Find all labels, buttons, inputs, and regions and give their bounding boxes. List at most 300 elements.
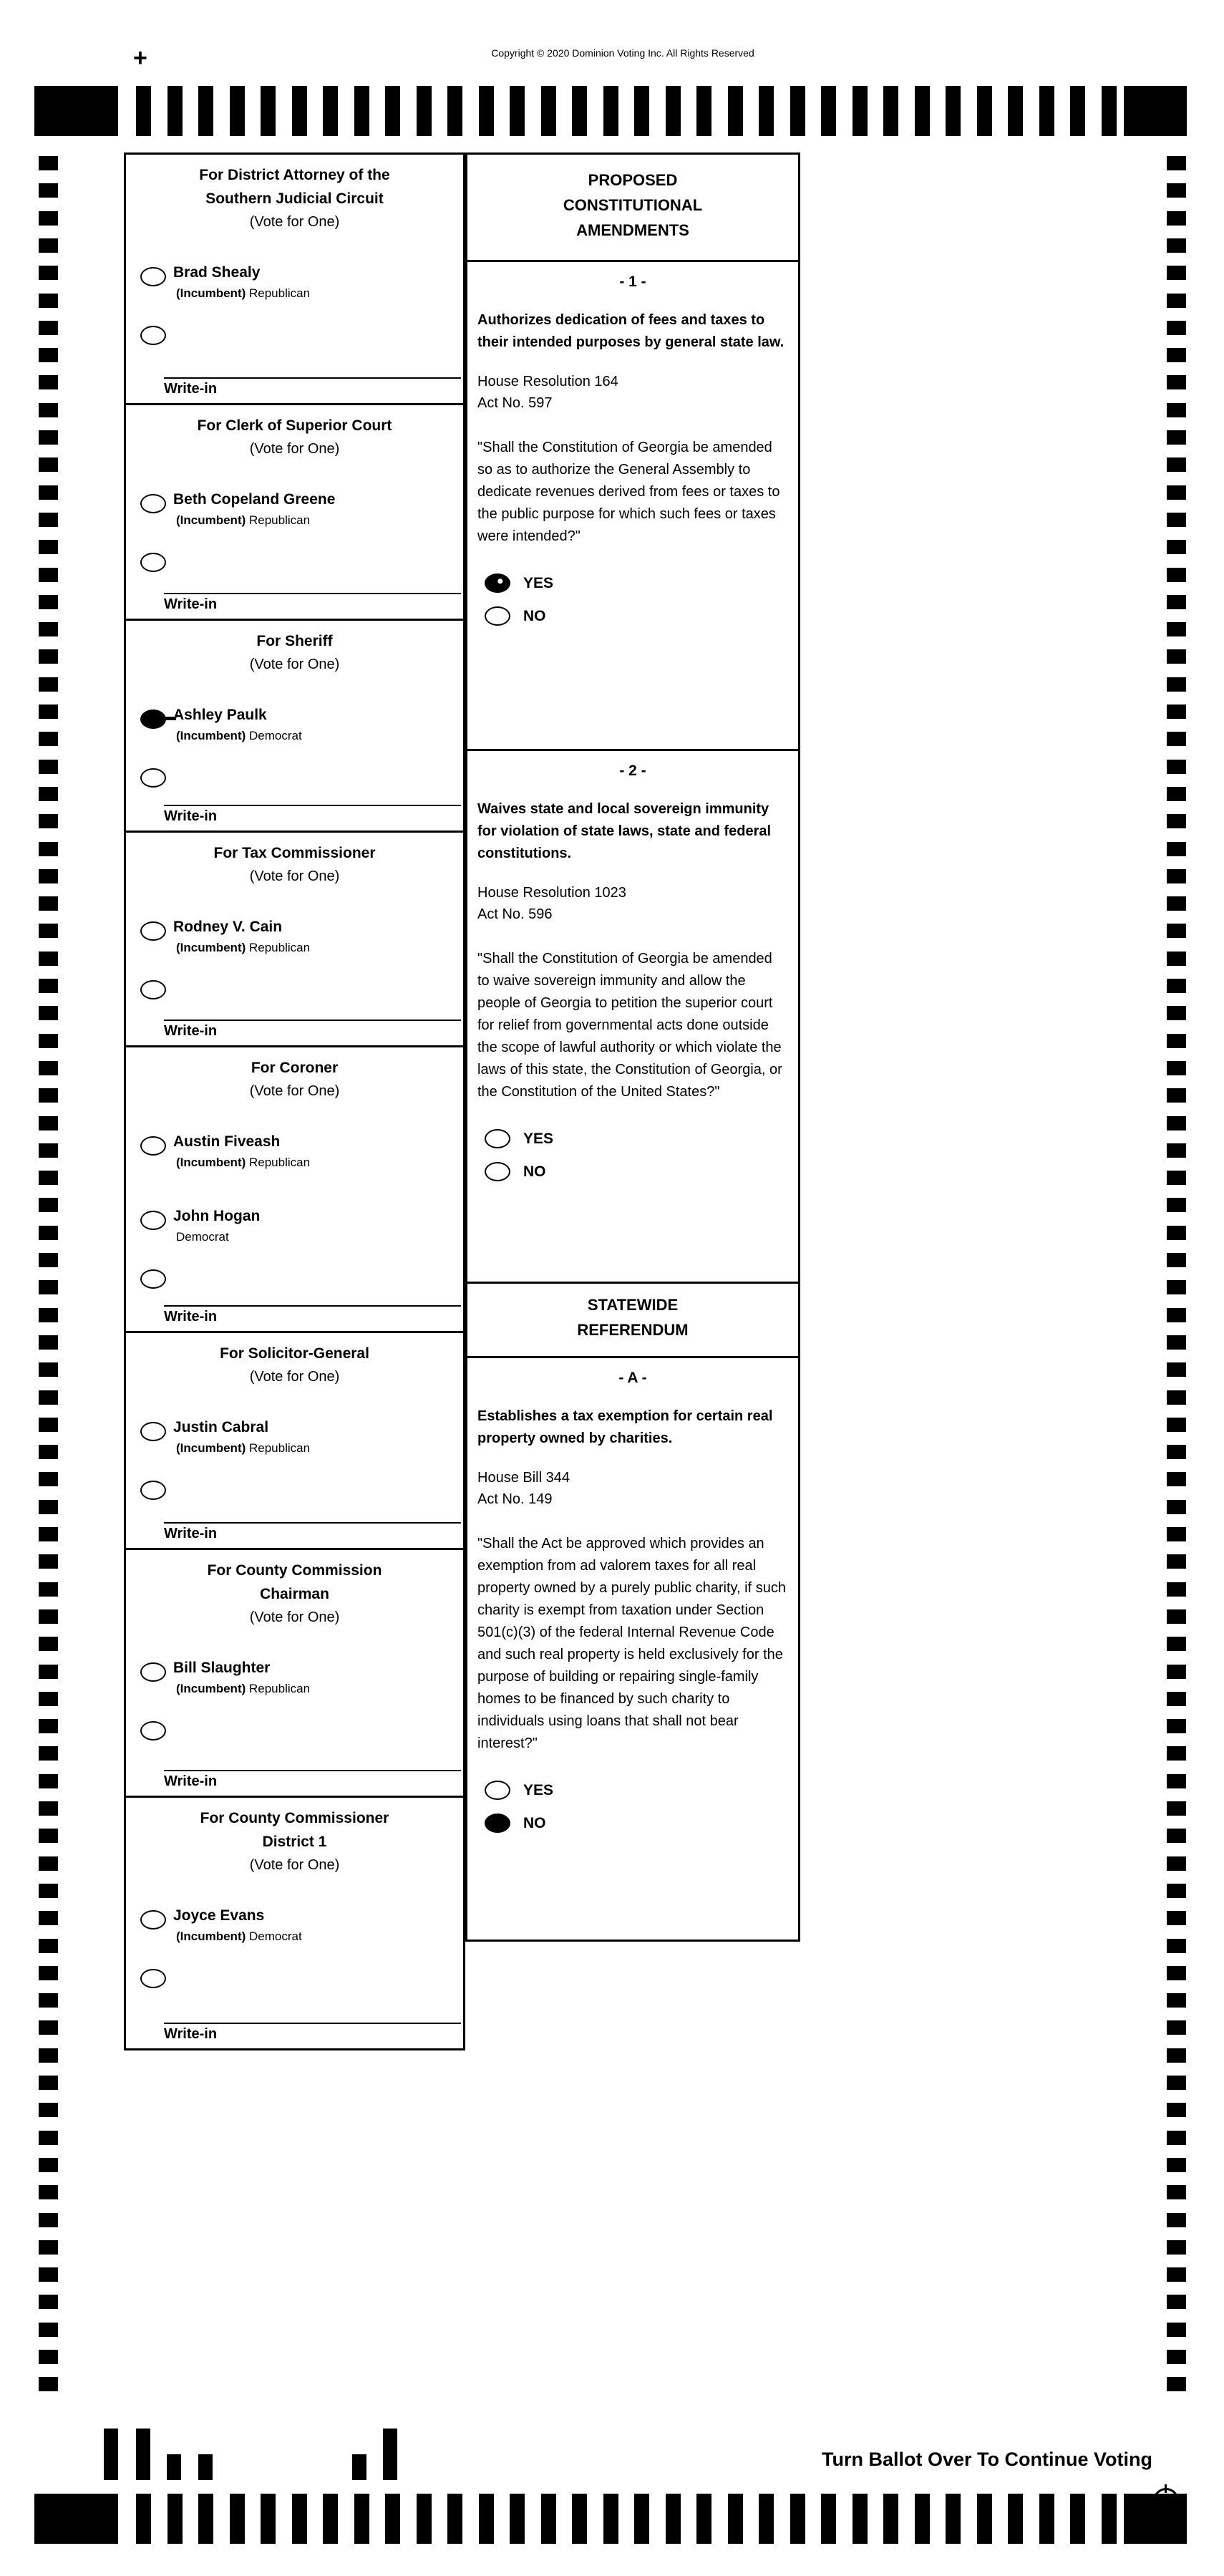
timing-mark [354, 2494, 369, 2544]
contest-title-line: For County Commissioner [200, 1810, 389, 1826]
timing-mark [39, 294, 58, 308]
yes-oval[interactable] [485, 1129, 510, 1148]
timing-mark [39, 787, 58, 801]
timing-mark [39, 1609, 58, 1624]
candidate-option [126, 1208, 463, 1248]
timing-mark [1167, 321, 1186, 335]
candidate-option [126, 1660, 463, 1700]
timing-mark [39, 1582, 58, 1597]
timing-mark [39, 595, 58, 609]
timing-mark [1167, 1116, 1186, 1130]
candidate-party [176, 729, 302, 743]
incumbent-label: (Incumbent) [176, 1156, 249, 1169]
timing-mark [1167, 787, 1186, 801]
candidate-oval[interactable] [140, 1910, 166, 1929]
candidate-party [176, 941, 310, 955]
timing-mark [666, 2494, 681, 2544]
candidate-name: John Hogan [173, 1208, 261, 1224]
timing-mark [39, 375, 58, 389]
contest-title [126, 1550, 463, 1606]
registration-target-icon [1150, 2484, 1182, 2517]
party-label: Democrat [249, 1929, 302, 1943]
measure-box [467, 1370, 798, 1940]
measure-box [467, 273, 798, 751]
timing-mark [1167, 869, 1186, 883]
timing-mark [39, 1884, 58, 1898]
timing-mark [1167, 1226, 1186, 1240]
measure-summary: Waives state and local sovereign immunity for violation of state laws, state and federal constitutions. [477, 801, 772, 861]
candidate-option [126, 1133, 463, 1173]
timing-mark [39, 2323, 58, 2337]
candidate-name: Austin Fiveash [173, 1133, 281, 1150]
timing-mark [39, 1445, 58, 1459]
timing-mark [1167, 2267, 1186, 2282]
write-in-oval[interactable] [140, 1481, 166, 1500]
write-in-oval[interactable] [140, 1969, 166, 1988]
timing-mark [1167, 183, 1186, 198]
timing-mark [1167, 1527, 1186, 1541]
timing-mark [39, 1171, 58, 1185]
timing-mark [39, 649, 58, 664]
timing-mark [1167, 1746, 1186, 1761]
candidate-oval[interactable] [140, 1662, 166, 1682]
party-label: Democrat [176, 1230, 229, 1244]
timing-mark [39, 1280, 58, 1294]
timing-mark [1167, 1966, 1186, 1980]
timing-mark [39, 2103, 58, 2117]
timing-mark [39, 814, 58, 828]
timing-mark [39, 842, 58, 856]
timing-mark [39, 979, 58, 993]
write-in-choice-row [126, 1481, 463, 1501]
vote-instruction: (Vote for One) [249, 1857, 340, 1873]
yes-label: YES [523, 1782, 554, 1798]
timing-mark [39, 1939, 58, 1953]
contest-box [126, 1798, 463, 2048]
timing-mark [417, 2494, 432, 2544]
timing-mark [167, 2494, 183, 2544]
timing-mark [1167, 1418, 1186, 1432]
timing-mark [821, 86, 836, 136]
candidate-oval[interactable] [140, 1422, 166, 1441]
candidate-name: Brad Shealy [173, 264, 261, 281]
write-in-oval[interactable] [140, 1721, 166, 1740]
yes-option [477, 573, 788, 594]
measure-options [477, 1781, 788, 1834]
timing-mark [1167, 2213, 1186, 2227]
yes-option [477, 1129, 788, 1149]
write-in-label: Write-in [164, 1309, 218, 1325]
no-oval[interactable] [485, 1814, 510, 1833]
measure-question: "Shall the Constitution of Georgia be amended so as to authorize the General Assembly to dedicate revenues derived from fees or taxes to the public purpose for which such fees or taxes were intended?" [477, 440, 780, 544]
timing-mark [853, 86, 868, 136]
timing-mark [39, 1335, 58, 1350]
timing-mark [292, 2494, 307, 2544]
candidate-party [176, 1441, 310, 1456]
no-oval[interactable] [485, 606, 510, 626]
timing-mark [1102, 2494, 1117, 2544]
timing-mark [1167, 403, 1186, 417]
candidate-name: Rodney V. Cain [173, 919, 283, 935]
timing-mark [572, 2494, 587, 2544]
timing-mark [39, 869, 58, 883]
timing-mark [39, 156, 58, 170]
timing-mark [1167, 2185, 1186, 2199]
write-in-choice-row [126, 1969, 463, 1989]
timing-mark [39, 1472, 58, 1486]
timing-mark [1039, 2494, 1054, 2544]
timing-mark [1167, 1939, 1186, 1953]
timing-mark [1167, 1884, 1186, 1898]
timing-mark [1167, 1445, 1186, 1459]
timing-mark [946, 86, 961, 136]
candidate-name: Bill Slaughter [173, 1660, 271, 1676]
candidate-list [126, 264, 463, 304]
timing-mark [603, 86, 618, 136]
vote-instruction: (Vote for One) [249, 214, 340, 230]
timing-mark [198, 2454, 213, 2480]
timing-mark [1167, 1171, 1186, 1185]
timing-mark [1167, 896, 1186, 911]
candidate-party [176, 286, 310, 301]
write-in-choice-row [126, 768, 463, 788]
timing-mark [541, 86, 556, 136]
contest-box [126, 833, 463, 1047]
write-in-choice-row [126, 1721, 463, 1741]
timing-mark [39, 1253, 58, 1267]
candidate-oval[interactable] [140, 1136, 166, 1156]
yes-oval[interactable] [485, 573, 510, 593]
timing-mark [39, 2185, 58, 2199]
timing-mark [1167, 1061, 1186, 1075]
measure-number: - 2 - [619, 762, 646, 779]
timing-mark [39, 2076, 58, 2090]
timing-mark [1070, 2494, 1085, 2544]
timing-mark [34, 2494, 118, 2544]
timing-mark [479, 86, 494, 136]
timing-mark [1167, 568, 1186, 582]
timing-mark [1167, 1280, 1186, 1294]
timing-mark [977, 2494, 992, 2544]
incumbent-label: (Incumbent) [176, 1682, 249, 1695]
timing-mark [39, 896, 58, 911]
timing-mark [728, 86, 743, 136]
timing-mark [39, 266, 58, 280]
no-option [477, 606, 788, 626]
timing-mark [915, 2494, 930, 2544]
measure-references [477, 882, 788, 925]
measure-reference-line: House Resolution 1023 [477, 885, 626, 901]
timing-mark [1167, 1856, 1186, 1871]
timing-mark [417, 86, 432, 136]
write-in-oval[interactable] [140, 768, 166, 788]
registration-plus-mark: + [133, 44, 147, 72]
timing-mark [39, 1829, 58, 1843]
timing-mark [1167, 1390, 1186, 1405]
timing-mark [39, 1143, 58, 1158]
timing-mark [39, 238, 58, 253]
contests-column [124, 152, 465, 2050]
turn-ballot-over-text: Turn Ballot Over To Continue Voting [822, 2449, 1152, 2470]
timing-mark [1039, 86, 1054, 136]
timing-mark [39, 2240, 58, 2255]
timing-mark [1167, 1500, 1186, 1514]
yes-oval[interactable] [485, 1781, 510, 1800]
candidate-oval[interactable] [140, 1211, 166, 1230]
candidate-party [176, 1156, 310, 1170]
candidate-oval[interactable] [140, 267, 166, 286]
candidate-list [126, 1419, 463, 1459]
timing-mark [1167, 1472, 1186, 1486]
timing-mark [1167, 1335, 1186, 1350]
timing-mark [1008, 86, 1023, 136]
timing-mark [946, 2494, 961, 2544]
referendum-header [467, 1284, 798, 1358]
timing-mark [39, 430, 58, 445]
timing-mark [292, 86, 307, 136]
yes-label: YES [523, 1130, 554, 1147]
vote-instruction: (Vote for One) [249, 1609, 340, 1625]
timing-mark [1167, 842, 1186, 856]
candidate-oval[interactable] [140, 921, 166, 941]
measure-reference-line: Act No. 597 [477, 395, 553, 411]
timing-mark [261, 2494, 276, 2544]
write-in-label: Write-in [164, 2026, 218, 2042]
timing-mark [39, 403, 58, 417]
timing-mark [39, 1308, 58, 1322]
timing-mark [39, 1500, 58, 1514]
timing-mark [39, 485, 58, 500]
timing-mark [1167, 595, 1186, 609]
write-in-label: Write-in [164, 1023, 218, 1039]
incumbent-label: (Incumbent) [176, 941, 249, 954]
timing-mark [39, 1801, 58, 1816]
contest-title [126, 1798, 463, 1854]
measure-references [477, 371, 788, 414]
timing-mark [883, 2494, 898, 2544]
yes-option [477, 1781, 788, 1801]
write-in-oval[interactable] [140, 326, 166, 345]
timing-mark [1167, 2295, 1186, 2309]
timing-mark [1167, 1801, 1186, 1816]
timing-mark [1167, 1774, 1186, 1788]
timing-mark [198, 86, 213, 136]
timing-mark [510, 86, 525, 136]
write-in-label: Write-in [164, 1526, 218, 1541]
timing-mark [1167, 2048, 1186, 2063]
timing-mark [1167, 1362, 1186, 1377]
write-in-area [164, 1522, 461, 1542]
vote-instruction: (Vote for One) [249, 1369, 340, 1385]
timing-mark [34, 86, 118, 136]
amendments-header-line: PROPOSED [588, 171, 678, 189]
candidate-oval[interactable] [140, 710, 166, 729]
vote-instruction: (Vote for One) [249, 1083, 340, 1099]
contest-title-line: District 1 [262, 1834, 327, 1850]
timing-mark [728, 2494, 743, 2544]
candidate-party [176, 1230, 229, 1244]
timing-mark [1167, 1993, 1186, 2008]
timing-mark [323, 86, 338, 136]
timing-mark [39, 568, 58, 582]
timing-mark [634, 86, 649, 136]
amendments-header-line: AMENDMENTS [576, 221, 689, 239]
timing-mark [39, 732, 58, 746]
measure-options [477, 573, 788, 626]
timing-mark [853, 2494, 868, 2544]
timing-mark [696, 86, 711, 136]
write-in-oval[interactable] [140, 1269, 166, 1289]
timing-mark [1167, 540, 1186, 554]
timing-mark [1167, 1829, 1186, 1843]
timing-mark [39, 1034, 58, 1048]
contest-box [126, 1047, 463, 1333]
contest-title [126, 155, 463, 210]
timing-mark [39, 2048, 58, 2063]
timing-mark [1167, 156, 1186, 170]
measure-box [467, 762, 798, 1284]
write-in-label: Write-in [164, 1773, 218, 1789]
timing-mark [1167, 2158, 1186, 2172]
timing-mark [1167, 2377, 1186, 2391]
timing-mark [39, 1362, 58, 1377]
yes-label: YES [523, 575, 554, 591]
measure-reference-line: Act No. 149 [477, 1491, 553, 1507]
timing-mark [1167, 375, 1186, 389]
candidate-list [126, 707, 463, 747]
write-in-area [164, 2023, 461, 2043]
candidate-name: Joyce Evans [173, 1907, 265, 1924]
timing-mark [385, 86, 400, 136]
contest-title-line: For Coroner [251, 1060, 339, 1076]
contest-title-line: For County Commission [207, 1562, 382, 1579]
timing-mark [261, 86, 276, 136]
timing-mark [39, 760, 58, 774]
timing-mark [39, 1665, 58, 1679]
contest-title-line: For Tax Commissioner [213, 845, 376, 861]
no-label: NO [523, 1163, 546, 1180]
timing-mark [39, 183, 58, 198]
timing-mark [977, 86, 992, 136]
measure-question: "Shall the Constitution of Georgia be amended to waive sovereign immunity and allow the people of Georgia to petition the superior court for relief from governmental acts done outside the scope of lawful authority or which violate the laws of this state, the Constitution of Georgia, or the Constitution of the United States?" [477, 951, 782, 1100]
timing-mark [759, 86, 774, 136]
timing-mark [167, 2454, 181, 2480]
timing-mark [39, 1554, 58, 1569]
candidate-option [126, 491, 463, 531]
candidate-name: Ashley Paulk [173, 707, 267, 723]
candidate-name: Beth Copeland Greene [173, 491, 336, 508]
timing-mark [1167, 979, 1186, 993]
timing-mark [1167, 266, 1186, 280]
timing-mark [479, 2494, 494, 2544]
party-label: Republican [249, 1441, 311, 1455]
candidate-oval[interactable] [140, 494, 166, 513]
timing-mark [136, 2494, 151, 2544]
measure-summary: Establishes a tax exemption for certain real property owned by charities. [477, 1408, 773, 1446]
write-in-choice-row [126, 1269, 463, 1289]
candidate-list [126, 1133, 463, 1248]
timing-mark [696, 2494, 711, 2544]
timing-mark [39, 2213, 58, 2227]
timing-mark [39, 677, 58, 692]
timing-mark [1167, 211, 1186, 226]
contest-title-line: For Sheriff [256, 633, 333, 649]
candidate-name: Justin Cabral [173, 1419, 269, 1435]
timing-mark [1167, 1911, 1186, 1925]
timing-mark [39, 1088, 58, 1103]
measure-number: - A - [618, 1370, 647, 1386]
timing-mark [603, 2494, 618, 2544]
timing-mark [1167, 2350, 1186, 2364]
referendum-header-line: STATEWIDE [587, 1296, 679, 1314]
timing-mark [323, 2494, 338, 2544]
timing-mark [1167, 677, 1186, 692]
timing-mark [821, 2494, 836, 2544]
timing-mark [1167, 1198, 1186, 1212]
timing-mark [1167, 430, 1186, 445]
timing-mark [1167, 1034, 1186, 1048]
timing-mark [1167, 2131, 1186, 2145]
write-in-oval[interactable] [140, 980, 166, 999]
timing-mark [352, 2454, 366, 2480]
timing-mark [1167, 1665, 1186, 1679]
timing-mark [39, 1527, 58, 1541]
write-in-label: Write-in [164, 596, 218, 612]
measure-reference-line: House Bill 344 [477, 1470, 570, 1486]
no-label: NO [523, 1815, 546, 1831]
measure-number: - 1 - [619, 273, 646, 290]
vote-instruction: (Vote for One) [249, 657, 340, 672]
timing-mark [230, 2494, 245, 2544]
candidate-party [176, 1929, 302, 1944]
timing-mark [1124, 86, 1187, 136]
write-in-label: Write-in [164, 381, 218, 397]
party-label: Republican [249, 286, 311, 300]
timing-mark [1167, 238, 1186, 253]
timing-mark [1102, 86, 1117, 136]
timing-mark [39, 457, 58, 472]
timing-mark [39, 1911, 58, 1925]
candidate-party [176, 1682, 310, 1696]
timing-mark [1167, 732, 1186, 746]
amendments-header [467, 155, 798, 262]
timing-mark [1167, 952, 1186, 966]
timing-mark [39, 1006, 58, 1020]
timing-mark [1167, 485, 1186, 500]
write-in-oval[interactable] [140, 553, 166, 572]
contest-title [126, 1333, 463, 1365]
timing-mark [1167, 2323, 1186, 2337]
timing-mark [1167, 1308, 1186, 1322]
timing-mark [136, 2429, 150, 2480]
write-in-area [164, 377, 461, 397]
timing-mark [39, 622, 58, 636]
write-in-area [164, 1770, 461, 1790]
timing-mark [385, 2494, 400, 2544]
timing-mark [198, 2494, 213, 2544]
timing-mark [1167, 1692, 1186, 1706]
timing-mark [39, 1226, 58, 1240]
timing-mark [1167, 1088, 1186, 1103]
contest-title-line: Chairman [260, 1586, 329, 1602]
no-oval[interactable] [485, 1162, 510, 1181]
copyright-text: Copyright © 2020 Dominion Voting Inc. All Rights Reserved [491, 47, 754, 59]
timing-mark [790, 2494, 805, 2544]
timing-mark [39, 1719, 58, 1733]
timing-mark [39, 2158, 58, 2172]
timing-mark [383, 2429, 397, 2480]
timing-mark [1167, 814, 1186, 828]
